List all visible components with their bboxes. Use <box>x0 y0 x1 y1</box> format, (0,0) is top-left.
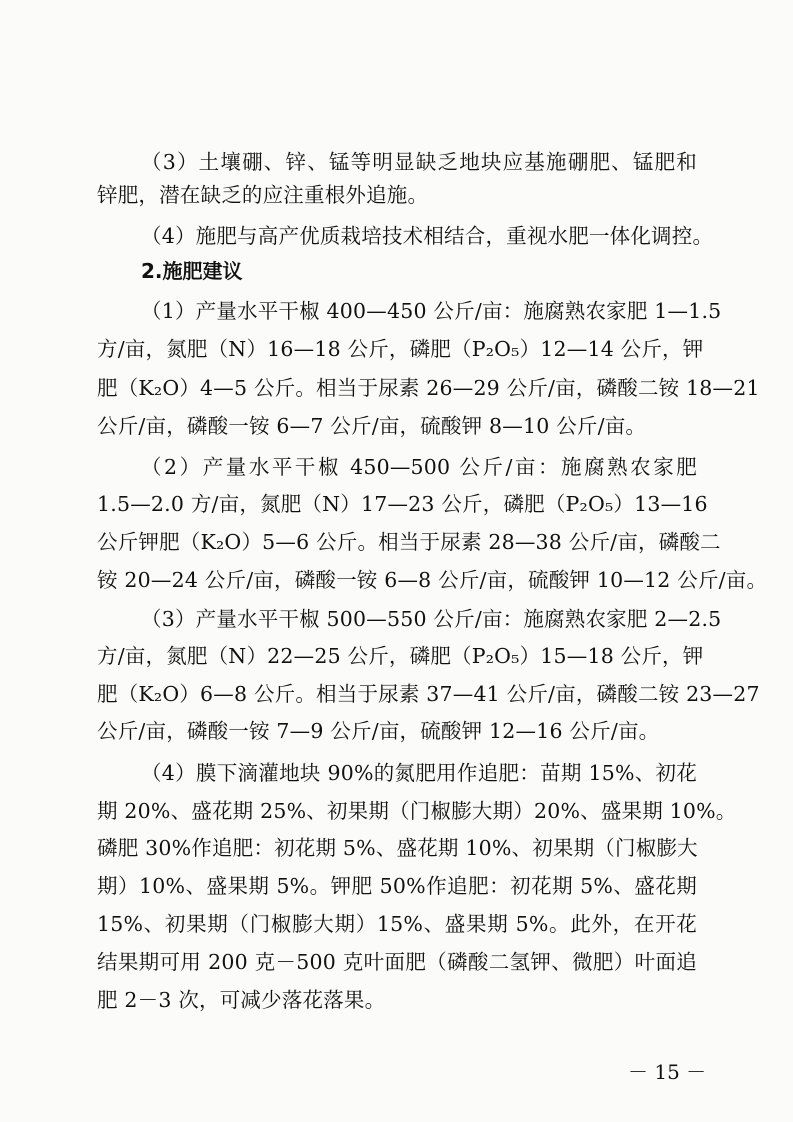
paragraph-line: 锌肥，潜在缺乏的应注重根外追施。 <box>97 183 429 207</box>
paragraph-line: 结果期可用 200 克－500 克叶面肥（磷酸二氢钾、微肥）叶面追 <box>97 950 697 974</box>
paragraph-line: 肥（K₂O）4—5 公斤。相当于尿素 26—29 公斤/亩，磷酸二铵 18—21 <box>97 376 760 400</box>
paragraph-line: （4）施肥与高产优质栽培技术相结合，重视水肥一体化调控。 <box>141 224 714 248</box>
paragraph-line: 磷肥 30%作追肥：初花期 5%、盛花期 10%、初果期（门椒膨大 <box>97 836 698 860</box>
paragraph-line: （3）产量水平干椒 500—550 公斤/亩：施腐熟农家肥 2—2.5 <box>141 607 722 631</box>
paragraph-line: 公斤/亩，磷酸一铵 6—7 公斤/亩，硫酸钾 8—10 公斤/亩。 <box>97 414 647 438</box>
paragraph-line: 方/亩，氮肥（N）22—25 公斤，磷肥（P₂O₅）15—18 公斤，钾 <box>97 644 704 668</box>
paragraph-line: （2）产量水平干椒 450—500 公斤/亩：施腐熟农家肥 <box>141 455 697 479</box>
paragraph-line: 1.5—2.0 方/亩，氮肥（N）17—23 公斤，磷肥（P₂O₅）13—16 <box>97 492 708 516</box>
paragraph-line: 公斤/亩，磷酸一铵 7—9 公斤/亩，硫酸钾 12—16 公斤/亩。 <box>97 719 660 743</box>
paragraph-line: 肥（K₂O）6—8 公斤。相当于尿素 37—41 公斤/亩，磷酸二铵 23—27 <box>97 682 760 706</box>
paragraph-line: 肥 2－3 次，可减少落花落果。 <box>97 988 386 1012</box>
paragraph-line: 公斤钾肥（K₂O）5—6 公斤。相当于尿素 28—38 公斤/亩，磷酸二 <box>97 530 721 554</box>
section-heading: 2.施肥建议 <box>141 259 243 283</box>
paragraph-line: 期 20%、盛花期 25%、初果期（门椒膨大期）20%、盛果期 10%。 <box>97 799 737 823</box>
paragraph-line: 15%、初果期（门椒膨大期）15%、盛果期 5%。此外，在开花 <box>97 912 697 936</box>
paragraph-line: 期）10%、盛果期 5%。钾肥 50%作追肥：初花期 5%、盛花期 <box>97 874 697 898</box>
paragraph-line: （3）土壤硼、锌、锰等明显缺乏地块应基施硼肥、锰肥和 <box>141 150 697 174</box>
paragraph-line: 铵 20—24 公斤/亩，磷酸一铵 6—8 公斤/亩，硫酸钾 10—12 公斤/亩。 <box>97 568 768 592</box>
page-number: － 15 － <box>628 1060 707 1084</box>
paragraph-line: 方/亩，氮肥（N）16—18 公斤，磷肥（P₂O₅）12—14 公斤，钾 <box>97 337 704 361</box>
paragraph-line: （4）膜下滴灌地块 90%的氮肥用作追肥：苗期 15%、初花 <box>141 761 697 785</box>
paragraph-line: （1）产量水平干椒 400—450 公斤/亩：施腐熟农家肥 1—1.5 <box>141 299 722 323</box>
